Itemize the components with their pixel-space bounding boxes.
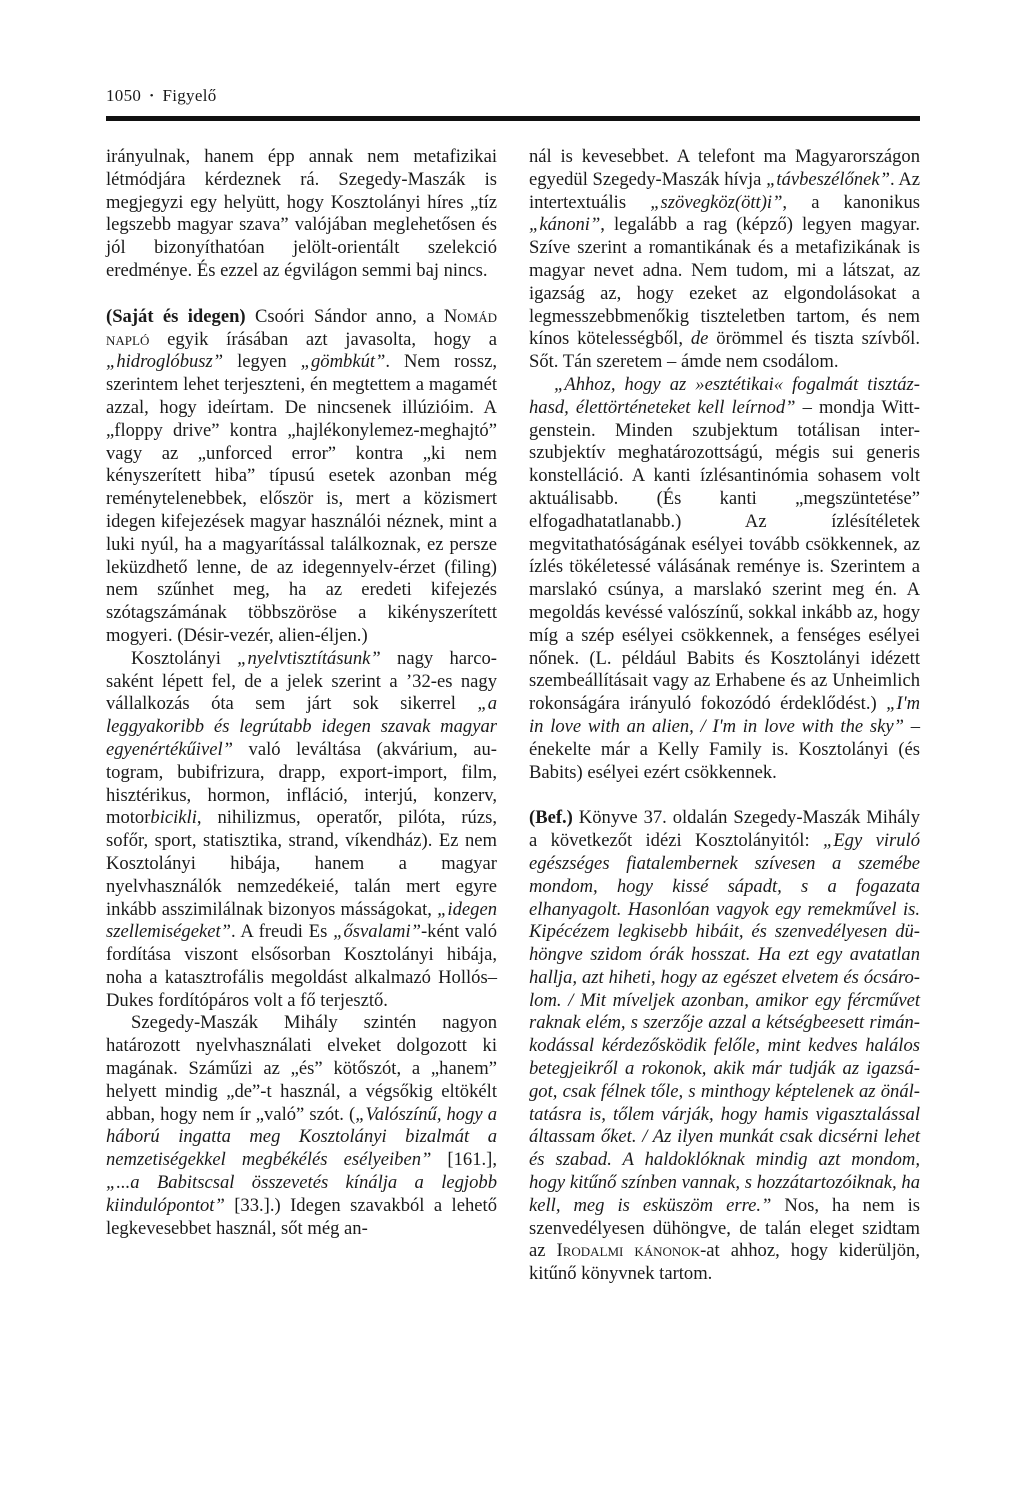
separator-bullet: •	[149, 90, 154, 102]
section-heading: (Saját és idegen)	[106, 305, 246, 327]
section-title: Figyelő	[162, 86, 217, 105]
paragraph: Szegedy-Maszák Mihály szintén nagyon határozott nyelvhasználati elveket dolgozott ki magának. Száműzi az „és” kötőszót, a „hanem” helyett mindig „de”-t használ, a végsőkig eltökélt abban, hogy nem ír „való” szót. („Valószínű, hogy a háború ingatta meg Kosztolányi bizalmát a nemzetiségekkel megbékélés esélyeiben” [161.], „...a Babitscsal összevetés kínálja a legjobb kiindulópontot” [33.].) Idegen szavakból a lehető legkevesebbet használ, sőt még an-	[106, 1012, 497, 1239]
paragraph: irányulnak, hanem épp annak nem metafizikai létmódjára kérdeznek rá. Szegedy-Maszák is megjegyzi egy helyütt, hogy Kosztolányi híres „tíz legszebb magyar szava” valójában meglehetősen és jól bizonyíthatóan jelölt-orientált szelekció eredménye. És ezzel az égvilágon semmi baj nincs.	[106, 146, 497, 281]
paragraph: Kosztolányi „nyelvtisztításunk” nagy harcosaként lépett fel, de a jelek szerint a ’32-es nagy vállalkozás óta sem járt sok sikerrel „a leggyakoribb és legrútabb idegen szavak magyar egyenértékűivel” való leváltása (akvárium, autogram, bubifrizura, drapp, export-import, film, hisztérikus, hormon, infláció, interjú, konzerv, motorbicikli, nihilizmus, operatőr, pilóta, rúzs, sofőr, sport, statisztika, strand, víkendház). Ez nem Kosztolányi hibája, hanem a magyar nyelvhasználók nemzedékeié, talán mert egyre inkább asszimilálnak bizonyos másságokat, „idegen szellemiségeket”. A freudi Es „ősvalami”-ként való fordítása viszont elsősorban Kosztolányi hibája, noha a katasztrofális megoldást alkalmazó Hollós–Dukes fordítópáros volt a fő terjesztő.	[106, 647, 497, 1011]
right-column	[529, 146, 920, 1286]
section-heading: (Bef.)	[529, 807, 573, 829]
journal-title: Nomád napló	[106, 305, 497, 350]
paragraph: nál is kevesebbet. A telefont ma Magyarországon egyedül Szegedy-Maszák hívja „távbeszélőnek”. Az intertextuális „szövegköz(ött)i”, a kanonikus „kánoni”, legalább a rag (képző) legyen magyar. Szíve szerint a romantikának és a metafizikának is magyar nevet adna. Nem tudom, mi a látszat, az igazság az, hogy ezeket az elgondolásokat a legmesszebbmenőkig tiszteletben tartom, és nem kínos kötelességből, de örömmel és tiszta szívből. Sőt. Tán szeretem – ámde nem csodálom.	[529, 146, 920, 373]
running-head	[106, 86, 217, 106]
page-number: 1050	[106, 86, 142, 105]
left-column	[106, 146, 497, 1240]
paragraph: „Ahhoz, hogy az »esztétikai« fogalmát tisztázhasd, élettörténeteket kell leírnod” – mondja Wittgenstein. Minden szubjektum totálisan interszubjektív meghatározottságú, mégis sui generis konstelláció. A kanti ízlésantinómia sohasem volt aktuálisabb. (És kanti „megszüntetése” elfogadhatatlanabb.) Az ízlésítéletek megvitathatóságának esélyei tovább csökkennek, az ízlés tökéletessé válásának reménye is. Szerintem a marslakó csúnya, a marslakó szerint meg én. A megoldás kevéssé valószínű, sokkal inkább az, hogy míg a szép esélyei csökkennek, a fenséges esélyei nőnek. (L. például Babits és Kosztolányi idézett szembeállításait vagy az Erhabene és az Unheimlich rokonságára irányuló fokozódó érdeklődést.) „I'm in love with an alien, / I'm in love with the sky” – énekelte már a Kelly Family is. Kosztolányi (és Babits) esélyei ezért csökkennek.	[529, 373, 920, 783]
book-title: Irodalmi kánonok	[556, 1240, 701, 1262]
paragraph-bef: (Bef.) Könyve 37. oldalán Szegedy-Maszák Mihály a következőt idézi Kosztolányitól: „Egy viruló egészséges fiatalembernek szívesen a szemébe mondom, hogy kissé sápadt, s a fogazata elhanyagolt. Hasonlóan vagyok egy remekművel is. Kipécézem legkisebb hibáit, és szenvedélyesen dühöngve szidom órák hosszat. Ha ezt egy avatatlan hallja, azt hiheti, hogy az egészet elvetem és ócsárolom. / Mit míveljek azonban, amikor egy fércművet raknak elém, s szerzője azzal a kétségbeesett rimánkodással kérdezősködik felőle, mint kedves halálos betegjeikről a rokonok, akik már tudják az igazságot, csak félnek tőle, s minthogy képtelenek az önáltatásra is, tőlem várják, hogy hamis vigasztalással áltassam őket. / Az ilyen munkát csak dicsérni lehet és szabad. A haldoklóknak mindig azt mondom, hogy kitűnő színben vannak, s hozzátartozóiknak, ha kell, meg is esküszöm erre.” Nos, ha nem is szenvedélyesen dühöngve, de talán eleget szidtam az Irodalmi kánonok-at ahhoz, hogy kiderüljön, kitűnő könyvnek tartom.	[529, 807, 920, 1285]
paragraph-sajat-es-idegen: (Saját és idegen) Csoóri Sándor anno, a Nomád napló egyik írásában azt javasolta, hogy a „hidroglóbusz” legyen „gömbkút”. Nem rossz, szerintem lehet terjeszteni, én megtettem a magamét azzal, hogy ideírtam. De nincsenek illúzióim. A „floppy drive” kontra „hajlékonylemez-meghajtó” vagy az „unforced error” kontra „ki nem kényszerített hiba” típusú esetek azonban még reménytelenebbek, először is, mert a közismert idegen kifejezések magyar használói néznek, mint a luki nyúl, ha a magyarítással találkoznak, ez persze leküzdhető lenne, de az idegennyelv-érzet (filing) nem szűnhet meg, ha az eredeti kifejezés szótagszámának többszöröse a kikényszerített mogyeri. (Désir-vezér, alien-éljen.)	[106, 305, 497, 646]
header-rule	[106, 116, 920, 121]
